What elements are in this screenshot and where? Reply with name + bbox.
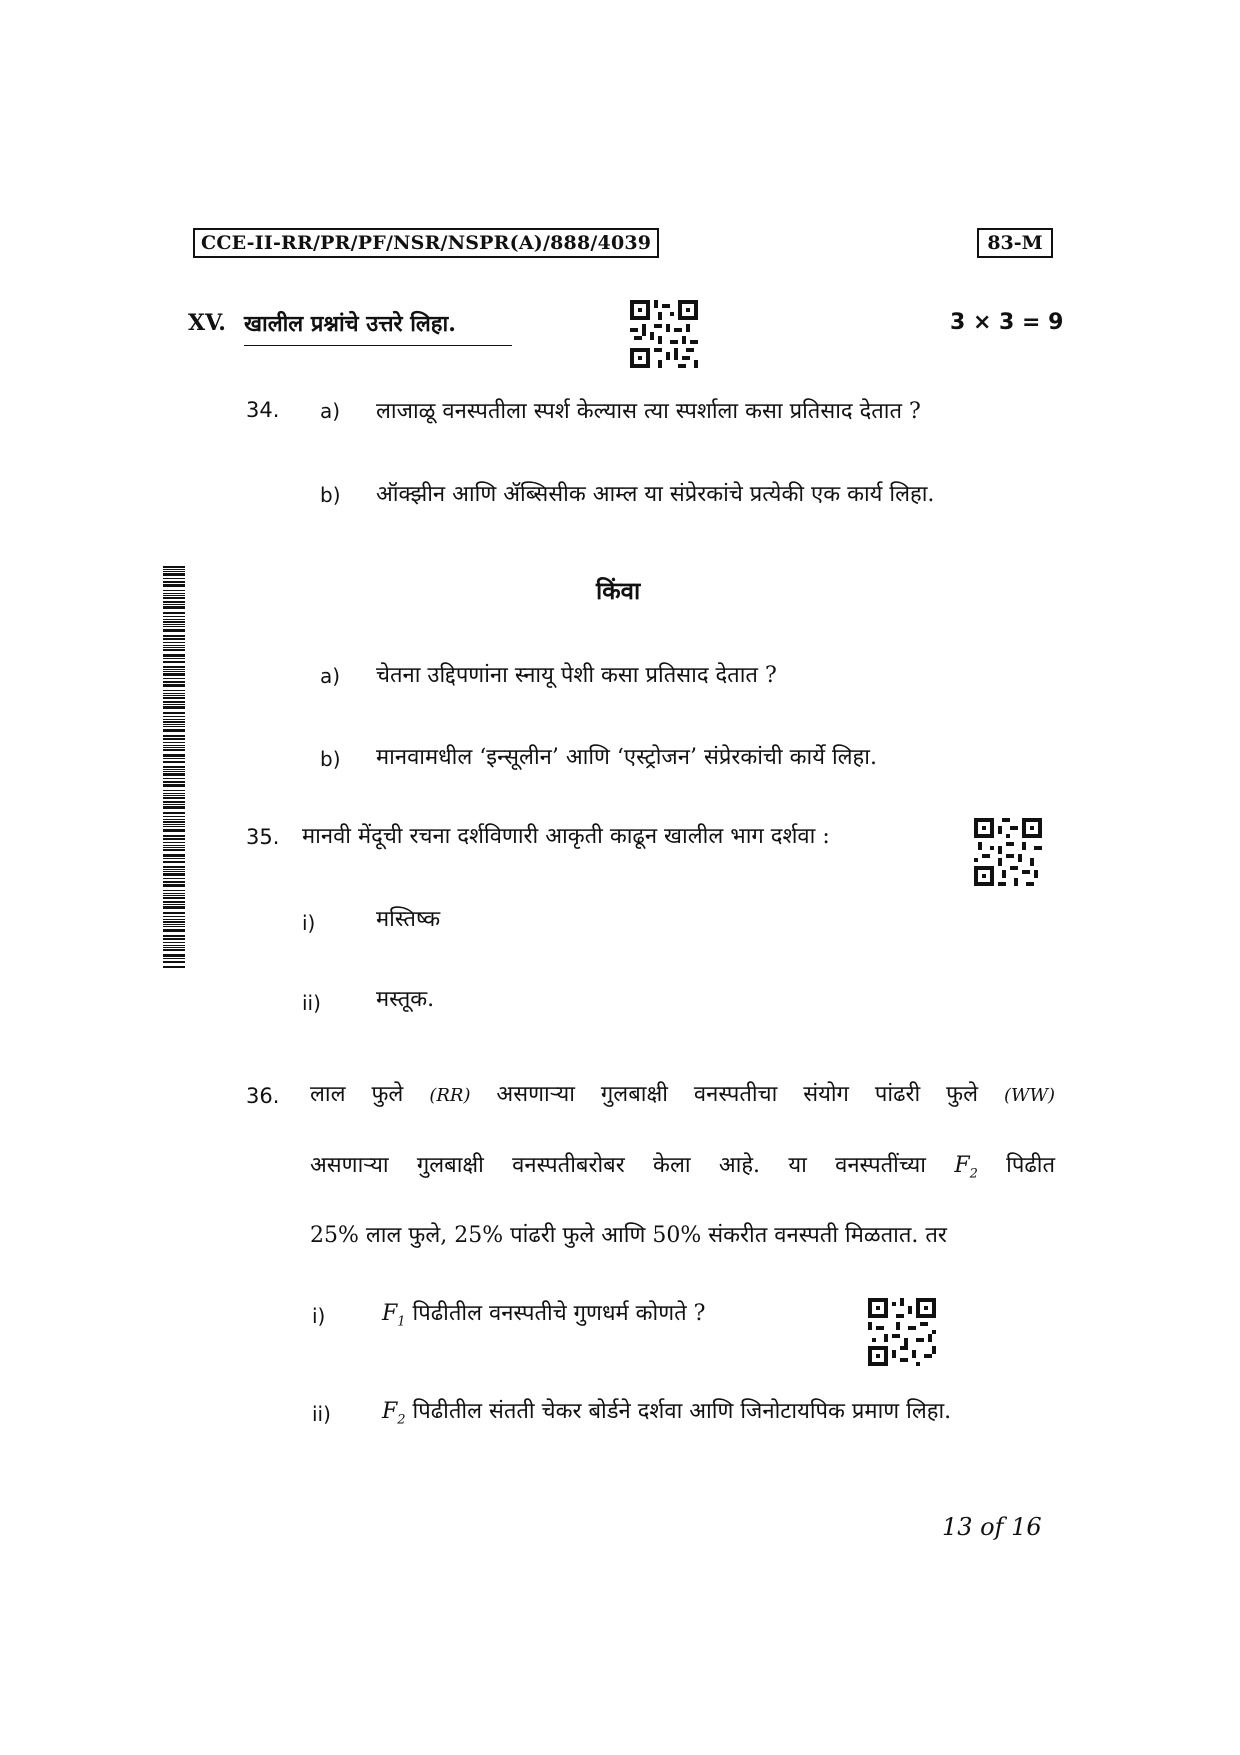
line-1-middle: असणाऱ्या गुलबाक्षी वनस्पतीचा संयोग पांढरी फुले bbox=[496, 1082, 978, 1107]
question-36ii-label: ii) bbox=[312, 1402, 331, 1426]
qr-code-icon bbox=[974, 818, 1042, 886]
question-36i-label: i) bbox=[312, 1304, 326, 1328]
page-number: 13 of 16 bbox=[942, 1513, 1042, 1541]
section-marks: 3 × 3 = 9 bbox=[950, 310, 1064, 335]
or-separator: किंवा bbox=[596, 576, 641, 605]
genotype-ww: (WW) bbox=[1003, 1085, 1055, 1106]
question-34-alt-b-text: मानवामधील ‘इन्सूलीन’ आणि ‘एस्ट्रोजन’ संप्रेरकांची कार्ये लिहा. bbox=[376, 745, 877, 770]
question-34-alt-b-label: b) bbox=[320, 747, 341, 771]
qr-code-icon bbox=[630, 300, 698, 368]
question-36-line-1 bbox=[310, 1078, 1055, 1108]
question-36i-text: पिढीतील वनस्पतीचे गुणधर्म कोणते ? bbox=[412, 1301, 706, 1326]
question-36i-text-wrap bbox=[382, 1297, 705, 1329]
question-36-number: 36. bbox=[246, 1084, 280, 1108]
f2-symbol: $F_2$ bbox=[954, 1153, 978, 1182]
exam-code: CCE-II-RR/PR/PF/NSR/NSPR(A)/888/4039 bbox=[193, 228, 659, 258]
section-title: खालील प्रश्नांचे उत्तरे लिहा. bbox=[244, 311, 456, 337]
question-34b-label: b) bbox=[320, 483, 341, 507]
question-35i-text: मस्तिष्क bbox=[376, 907, 441, 932]
question-35ii-text: मस्तूक. bbox=[376, 987, 435, 1012]
question-34-alt-a-text: चेतना उद्दिपणांना स्नायू पेशी कसा प्रतिसाद देतात ? bbox=[376, 663, 777, 688]
section-title-underline bbox=[244, 345, 512, 346]
question-36ii-text: पिढीतील संतती चेकर बोर्डने दर्शवा आणि जिनोटायपिक प्रमाण लिहा. bbox=[412, 1399, 952, 1424]
question-34a-text: लाजाळू वनस्पतीला स्पर्श केल्यास त्या स्पर्शाला कसा प्रतिसाद देतात ? bbox=[376, 399, 921, 424]
genotype-rr: (RR) bbox=[429, 1085, 471, 1106]
question-36ii-text-wrap bbox=[382, 1395, 951, 1427]
section-number: XV. bbox=[188, 310, 226, 336]
question-35-number: 35. bbox=[246, 825, 280, 849]
question-35-text: मानवी मेंदूची रचना दर्शविणारी आकृती काढून खालील भाग दर्शवा : bbox=[302, 824, 830, 849]
f2-symbol: $F_2$ bbox=[382, 1399, 406, 1428]
question-35i-label: i) bbox=[302, 911, 316, 935]
question-34b-text: ऑक्झीन आणि ॲब्सिसीक आम्ल या संप्रेरकांचे प्रत्येकी एक कार्य लिहा. bbox=[376, 482, 935, 507]
f1-symbol: $F_1$ bbox=[382, 1301, 406, 1330]
question-34-number: 34. bbox=[246, 398, 280, 422]
line-2-start: असणाऱ्या गुलबाक्षी वनस्पतीबरोबर केला आहे. या वनस्पतींच्या bbox=[310, 1153, 926, 1178]
question-36-line-2 bbox=[310, 1149, 1055, 1181]
question-36-line-3: 25% लाल फुले, 25% पांढरी फुले आणि 50% संकरीत वनस्पती मिळतात. तर bbox=[310, 1223, 947, 1248]
question-34-alt-a-label: a) bbox=[320, 664, 341, 688]
question-34a-label: a) bbox=[320, 399, 341, 423]
barcode-icon bbox=[163, 566, 185, 968]
line-1-start: लाल फुले bbox=[310, 1082, 404, 1107]
qr-code-icon bbox=[868, 1298, 936, 1366]
question-35ii-label: ii) bbox=[302, 991, 321, 1015]
paper-code: 83-M bbox=[977, 228, 1053, 258]
line-2-end: पिढीत bbox=[1006, 1153, 1055, 1178]
